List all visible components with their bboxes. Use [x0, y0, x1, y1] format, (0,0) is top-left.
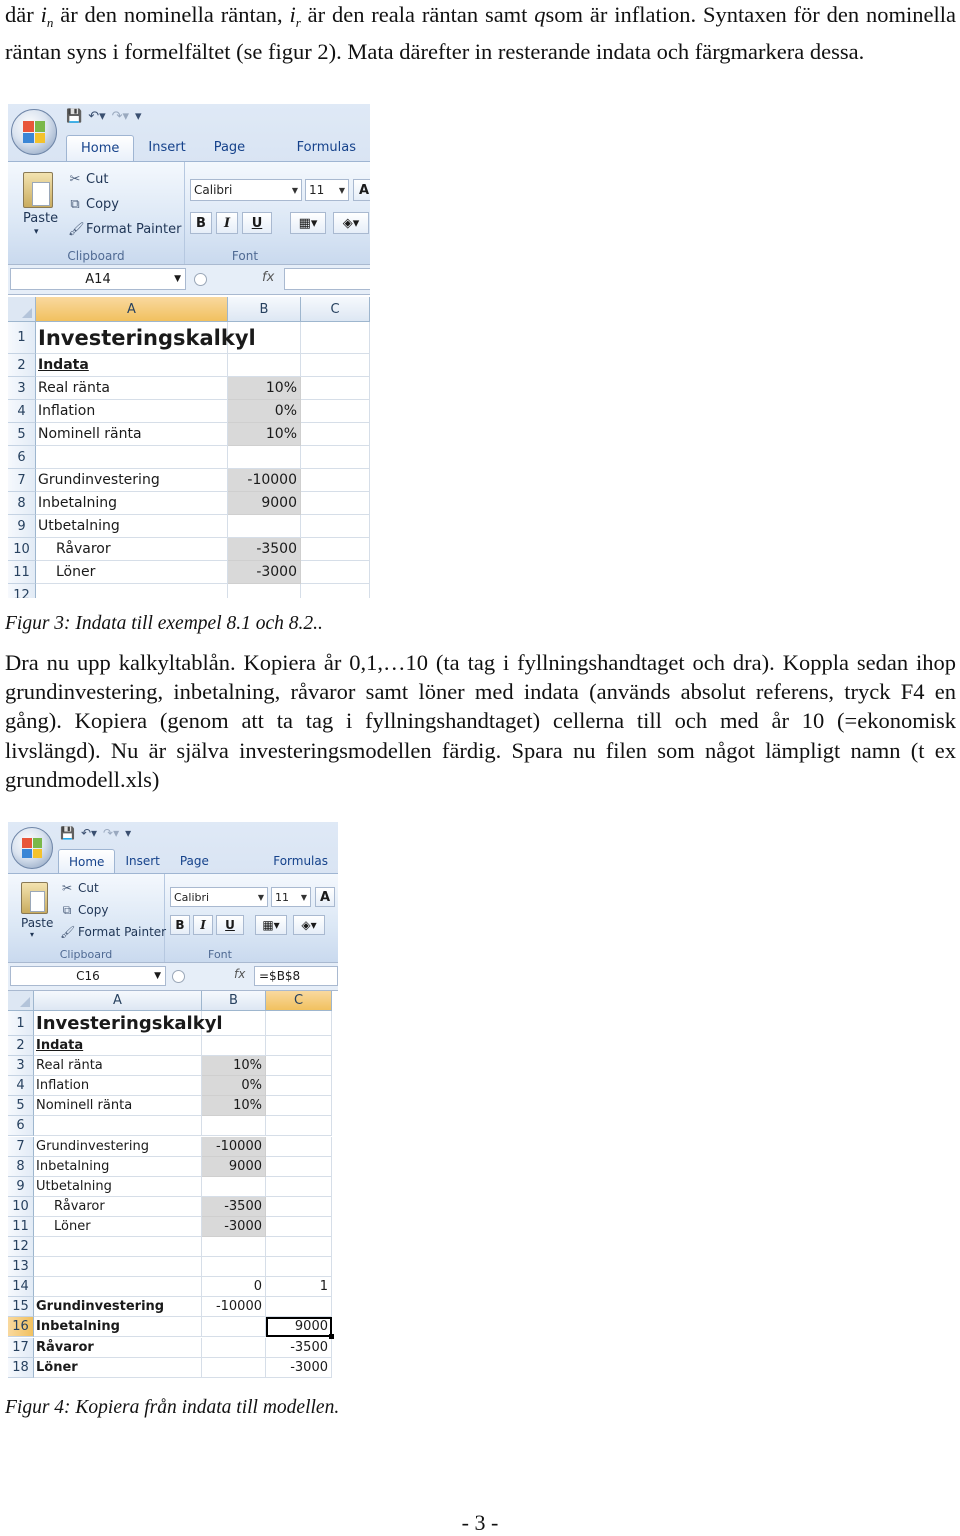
cell-a13[interactable] — [34, 1257, 202, 1277]
save-icon[interactable]: 💾 — [66, 109, 83, 124]
cell-b9[interactable] — [228, 515, 301, 538]
cell-c4[interactable] — [266, 1076, 332, 1096]
redo-icon[interactable]: ↷▾ — [111, 109, 130, 124]
row-header[interactable]: 3 — [8, 1056, 34, 1076]
row-header[interactable]: 7 — [8, 1137, 34, 1157]
cell-text: Inbetalning — [36, 1319, 120, 1335]
cell-b12[interactable] — [228, 584, 301, 598]
copy-button[interactable]: ⧉ Copy — [68, 197, 119, 212]
font-group-label: Font — [231, 249, 259, 263]
cell-c10[interactable] — [301, 538, 370, 561]
sheet-row — [8, 1237, 338, 1257]
cell-c16[interactable]: 9000 — [266, 1317, 332, 1337]
cell-a4[interactable] — [36, 400, 228, 423]
row-header[interactable]: 14 — [8, 1277, 34, 1297]
sheet-row — [8, 1096, 338, 1116]
worksheet-grid — [8, 991, 338, 1382]
ribbon — [8, 873, 338, 963]
row-header[interactable]: 3 — [8, 377, 36, 400]
column-header-c[interactable]: C — [266, 991, 332, 1011]
row-header[interactable]: 12 — [8, 584, 36, 598]
intro-text: som är inflation. Syntaxen för den nominella räntan syns i formelfältet (se figur 2). Mata därefter in resterande indata och färgmarkera dessa. — [5, 2, 956, 65]
sheet-row — [8, 1338, 338, 1358]
cell-text: Inbetalning — [38, 495, 117, 511]
cell-c18[interactable]: -3000 — [266, 1358, 332, 1378]
office-button-icon[interactable] — [11, 109, 57, 155]
underline-button[interactable]: U — [242, 212, 272, 234]
name-box[interactable]: C16 ▼ — [10, 966, 166, 986]
brush-icon: 🖌 — [60, 925, 76, 939]
cell-c12[interactable] — [266, 1237, 332, 1257]
paste-icon[interactable] — [21, 882, 48, 914]
font-size-select[interactable]: 11 ▼ — [305, 179, 349, 201]
font-size-select[interactable]: 11 ▼ — [271, 887, 311, 907]
intro-text: där — [5, 2, 34, 27]
cell-b11[interactable]: -3000 — [228, 561, 301, 584]
cell-b3[interactable]: 10% — [202, 1056, 266, 1076]
cell-b7[interactable]: -10000 — [202, 1137, 266, 1157]
bold-button[interactable]: B — [190, 212, 212, 234]
cell-a12[interactable] — [36, 584, 228, 598]
cell-c2[interactable] — [266, 1036, 332, 1056]
paste-button[interactable]: Paste — [23, 211, 59, 226]
brush-icon: 🖌 — [68, 222, 85, 237]
cell-a3[interactable] — [36, 377, 228, 400]
borders-icon[interactable]: ▦▾ — [290, 212, 326, 234]
column-header-c[interactable]: C — [301, 297, 370, 322]
sheet-row — [8, 1076, 338, 1096]
sheet-row — [8, 1036, 338, 1056]
select-all-corner[interactable] — [8, 991, 34, 1011]
cell-b13[interactable] — [202, 1257, 266, 1277]
sheet-row — [8, 469, 370, 492]
format-painter-button[interactable]: 🖌Format Painter — [68, 222, 182, 237]
cell-a6[interactable] — [34, 1116, 202, 1136]
row-header[interactable]: 9 — [8, 1177, 34, 1197]
italic-button[interactable]: I — [193, 915, 213, 935]
cell-a2[interactable] — [34, 1036, 202, 1056]
formula-bar — [8, 264, 370, 295]
row-header[interactable]: 5 — [8, 423, 36, 446]
row-header[interactable]: 11 — [8, 561, 36, 584]
excel-screenshot-fig4 — [8, 822, 338, 1382]
paste-icon[interactable] — [23, 172, 53, 208]
column-header-a[interactable]: A — [36, 297, 228, 322]
sheet-row — [8, 1277, 338, 1297]
insert-function-button[interactable]: fx — [262, 270, 275, 285]
clipboard-group-label: Clipboard — [59, 948, 113, 961]
paste-dropdown-icon[interactable]: ▾ — [30, 930, 35, 939]
cell-text: Indata — [36, 1038, 84, 1054]
tab-home[interactable]: Home — [66, 135, 134, 161]
row-header[interactable]: 6 — [8, 446, 36, 469]
font-name-select[interactable]: Calibri ▼ — [190, 179, 302, 201]
cell-text: Investeringskalkyl — [36, 1012, 223, 1034]
cell-text: Inflation — [36, 1078, 90, 1094]
sheet-row — [8, 1317, 338, 1337]
tab-formulas[interactable]: Formulas — [296, 140, 356, 155]
sheet-row — [8, 377, 370, 400]
column-header-a[interactable]: A — [34, 991, 202, 1011]
tab-page-layout[interactable]: Page — [179, 854, 209, 868]
intro-paragraph — [5, 0, 956, 66]
sheet-row — [8, 400, 370, 423]
cell-a7[interactable] — [36, 469, 228, 492]
cell-a9[interactable] — [34, 1177, 202, 1197]
scissors-icon: ✂ — [61, 881, 73, 895]
row-header[interactable]: 6 — [8, 1116, 34, 1136]
cell-c3[interactable] — [301, 377, 370, 400]
font-group — [165, 874, 338, 963]
cell-text: Råvaror — [56, 541, 111, 557]
row-header[interactable]: 1 — [8, 1011, 34, 1036]
cell-text: Löner — [54, 1218, 91, 1234]
office-button-icon[interactable] — [11, 827, 53, 869]
cell-b17[interactable] — [202, 1338, 266, 1358]
cell-c4[interactable] — [301, 400, 370, 423]
cell-b6[interactable] — [228, 446, 301, 469]
cell-b4[interactable]: 0% — [202, 1076, 266, 1096]
chevron-down-icon: ▼ — [291, 185, 298, 195]
tab-insert[interactable]: Insert — [148, 140, 186, 155]
undo-icon[interactable]: ↶▾ — [80, 826, 98, 840]
cell-c7[interactable] — [266, 1137, 332, 1157]
cell-b18[interactable] — [202, 1358, 266, 1378]
cell-b8[interactable]: 9000 — [228, 492, 301, 515]
sheet-row — [8, 1116, 338, 1136]
cell-a4[interactable] — [34, 1076, 202, 1096]
cell-b14[interactable]: 0 — [202, 1277, 266, 1297]
sheet-row — [8, 1056, 338, 1076]
sheet-row — [8, 561, 370, 584]
quick-access-toolbar — [60, 826, 131, 840]
cell-a12[interactable] — [34, 1237, 202, 1257]
row-header[interactable]: 9 — [8, 515, 36, 538]
undo-icon[interactable]: ↶▾ — [88, 109, 106, 124]
cell-text: Inflation — [38, 403, 96, 419]
row-header[interactable]: 1 — [8, 322, 36, 354]
tab-insert[interactable]: Insert — [125, 854, 160, 868]
cell-a5[interactable] — [36, 423, 228, 446]
intro-text: är den nominella räntan, — [60, 2, 283, 27]
excel-header — [8, 104, 370, 264]
cell-a10[interactable] — [36, 538, 228, 561]
bold-button[interactable]: B — [170, 915, 190, 935]
inflation-symbol: q — [534, 2, 546, 27]
cell-text: Inbetalning — [36, 1158, 110, 1174]
formula-bar — [8, 962, 338, 991]
page-number: - 3 - — [461, 1510, 499, 1535]
cell-b2[interactable] — [202, 1036, 266, 1056]
figure-4-caption: Figur 4: Kopiera från indata till modellen. — [5, 1397, 340, 1418]
cell-text: Real ränta — [36, 1058, 103, 1074]
column-header-b[interactable]: B — [228, 297, 301, 322]
row-header[interactable]: 10 — [8, 538, 36, 561]
cell-c8[interactable] — [266, 1157, 332, 1177]
cell-b9[interactable] — [202, 1177, 266, 1197]
cell-c13[interactable] — [266, 1257, 332, 1277]
cell-b5[interactable]: 10% — [202, 1096, 266, 1116]
instruction-paragraph: Dra nu upp kalkyltablån. Kopiera år 0,1,…10 (ta tag i fyllningshandtaget och dra). Koppla sedan ihop grundinvestering, inbetalning, råvaror samt löner med indata (används absolut referens, tryck F4 en gång). Kopiera (genom att ta tag i fyllningshandtaget) cellerna till och med år 10 (=ekonomisk livslängd). Nu är själva investeringsmodellen färdig. Spara nu filen som något lämpligt namn (t ex grundmodell.xls) — [5, 650, 956, 792]
row-header[interactable]: 2 — [8, 354, 36, 377]
copy-icon: ⧉ — [70, 197, 80, 212]
cell-text: Råvaror — [54, 1198, 105, 1214]
cell-text: Löner — [56, 564, 96, 580]
sheet-row — [8, 1157, 338, 1177]
row-header[interactable]: 13 — [8, 1257, 34, 1277]
sheet-row — [8, 1137, 338, 1157]
intro-text: är den reala räntan samt — [307, 2, 528, 27]
cell-a9[interactable] — [36, 515, 228, 538]
cell-a2[interactable] — [36, 354, 228, 377]
row-header[interactable]: 7 — [8, 469, 36, 492]
scissors-icon: ✂ — [69, 172, 81, 187]
cell-text: Nominell ränta — [36, 1098, 133, 1114]
cut-button[interactable]: ✂ Cut — [61, 881, 99, 895]
cell-a18[interactable] — [34, 1358, 202, 1378]
row-header[interactable]: 15 — [8, 1297, 34, 1317]
cell-text: Löner — [36, 1359, 78, 1375]
cell-a3[interactable] — [34, 1056, 202, 1076]
ribbon-tabs — [58, 849, 338, 873]
italic-button[interactable]: I — [216, 212, 238, 234]
cell-text: Råvaror — [36, 1339, 94, 1355]
tab-home[interactable]: Home — [58, 849, 115, 873]
worksheet-grid — [8, 297, 370, 598]
grow-font-button[interactable]: A — [353, 179, 370, 201]
paste-button[interactable]: Paste — [21, 916, 54, 930]
row-header[interactable]: 17 — [8, 1338, 34, 1358]
grow-font-button[interactable]: A — [315, 887, 335, 907]
cell-c11[interactable] — [266, 1217, 332, 1237]
row-header[interactable]: 4 — [8, 1076, 34, 1096]
ribbon-tabs — [66, 135, 370, 161]
cell-c11[interactable] — [301, 561, 370, 584]
row-header[interactable]: 4 — [8, 400, 36, 423]
cell-c1[interactable] — [266, 1011, 332, 1036]
cell-a15[interactable] — [34, 1297, 202, 1317]
font-name-select[interactable]: Calibri ▼ — [170, 887, 268, 907]
real-rate-symbol: $i_r$ — [289, 2, 301, 30]
font-group-label: Font — [208, 948, 232, 961]
cell-a5[interactable] — [34, 1096, 202, 1116]
customize-qat-icon[interactable]: ▾ — [125, 826, 132, 840]
chevron-down-icon: ▼ — [338, 185, 345, 195]
insert-function-button[interactable]: fx — [234, 967, 246, 981]
clipboard-group — [8, 162, 185, 265]
cell-text: Nominell ränta — [38, 426, 142, 442]
cut-button[interactable]: ✂ Cut — [69, 172, 109, 187]
cell-b8[interactable]: 9000 — [202, 1157, 266, 1177]
cell-text: Indata — [38, 357, 89, 373]
cell-a11[interactable] — [34, 1217, 202, 1237]
nominal-rate-symbol: $i_n$ — [40, 2, 54, 30]
copy-icon: ⧉ — [62, 903, 72, 917]
cell-c14[interactable]: 1 — [266, 1277, 332, 1297]
row-header[interactable]: 10 — [8, 1197, 34, 1217]
excel-header — [8, 822, 338, 962]
clipboard-group-label: Clipboard — [67, 249, 125, 263]
cell-b7[interactable]: -10000 — [228, 469, 301, 492]
cell-text: Utbetalning — [36, 1178, 112, 1194]
format-painter-button[interactable]: 🖌 Format Painter — [60, 925, 167, 939]
clipboard-group — [8, 874, 165, 963]
cell-text: Grundinvestering — [38, 472, 160, 488]
cell-a14[interactable] — [34, 1277, 202, 1297]
copy-button[interactable]: ⧉ Copy — [60, 903, 108, 918]
sheet-row — [8, 1011, 338, 1036]
fill-color-icon[interactable]: ◈▾ — [293, 915, 325, 935]
sheet-row — [8, 423, 370, 446]
cell-c9[interactable] — [266, 1177, 332, 1197]
cell-b12[interactable] — [202, 1237, 266, 1257]
sheet-row — [8, 584, 370, 598]
sheet-row — [8, 515, 370, 538]
sheet-row — [8, 1197, 338, 1217]
customize-qat-icon[interactable]: ▾ — [135, 109, 142, 124]
cell-a7[interactable] — [34, 1137, 202, 1157]
cell-b1[interactable] — [228, 322, 301, 354]
cell-b10[interactable]: -3500 — [228, 538, 301, 561]
cell-b3[interactable]: 10% — [228, 377, 301, 400]
row-header[interactable]: 11 — [8, 1217, 34, 1237]
sheet-row — [8, 1257, 338, 1277]
cell-b16[interactable] — [202, 1317, 266, 1337]
cell-b10[interactable]: -3500 — [202, 1197, 266, 1217]
cell-b11[interactable]: -3000 — [202, 1217, 266, 1237]
formula-bar-handle-icon[interactable] — [194, 273, 207, 286]
cell-c2[interactable] — [301, 354, 370, 377]
font-group — [185, 162, 370, 265]
borders-icon[interactable]: ▦▾ — [255, 915, 287, 935]
cell-text: Real ränta — [38, 380, 110, 396]
chevron-down-icon: ▼ — [257, 892, 264, 902]
ribbon — [8, 161, 370, 265]
cell-c12[interactable] — [301, 584, 370, 598]
cell-c1[interactable] — [301, 322, 370, 354]
cell-b2[interactable] — [228, 354, 301, 377]
cell-c5[interactable] — [266, 1096, 332, 1116]
chevron-down-icon: ▼ — [174, 274, 181, 284]
tab-page-layout[interactable]: Page — [213, 140, 246, 155]
cell-a10[interactable] — [34, 1197, 202, 1217]
cell-a6[interactable] — [36, 446, 228, 469]
cell-c17[interactable]: -3500 — [266, 1338, 332, 1358]
cell-a8[interactable] — [36, 492, 228, 515]
cell-a8[interactable] — [34, 1157, 202, 1177]
sheet-row — [8, 322, 370, 354]
redo-icon[interactable]: ↷▾ — [103, 826, 120, 840]
cell-a11[interactable] — [36, 561, 228, 584]
cell-c6[interactable] — [301, 446, 370, 469]
cell-a16[interactable] — [34, 1317, 202, 1337]
sheet-row — [8, 354, 370, 377]
sheet-row — [8, 492, 370, 515]
paste-dropdown-icon[interactable]: ▾ — [34, 227, 39, 237]
cell-c5[interactable] — [301, 423, 370, 446]
cell-text: Grundinvestering — [36, 1138, 150, 1154]
row-header[interactable]: 12 — [8, 1237, 34, 1257]
fill-color-icon[interactable]: ◈▾ — [333, 212, 369, 234]
cell-text: Investeringskalkyl — [38, 325, 256, 350]
cell-b15[interactable]: -10000 — [202, 1297, 266, 1317]
sheet-row — [8, 1177, 338, 1197]
column-header-b[interactable]: B — [202, 991, 266, 1011]
cell-b4[interactable]: 0% — [228, 400, 301, 423]
cell-a1[interactable] — [36, 322, 256, 354]
excel-screenshot-fig3 — [8, 104, 370, 598]
row-header[interactable]: 16 — [8, 1317, 34, 1337]
formula-bar-handle-icon[interactable] — [172, 970, 185, 983]
cell-a1[interactable] — [34, 1011, 223, 1036]
select-all-corner[interactable] — [8, 297, 36, 322]
sheet-row — [8, 1297, 338, 1317]
chevron-down-icon: ▼ — [154, 971, 161, 981]
sheet-row — [8, 538, 370, 561]
cell-a17[interactable] — [34, 1338, 202, 1358]
cell-b5[interactable]: 10% — [228, 423, 301, 446]
cell-c8[interactable] — [301, 492, 370, 515]
formula-input[interactable]: =$B$8 — [254, 966, 338, 986]
cell-b6[interactable] — [202, 1116, 266, 1136]
cell-b1[interactable] — [202, 1011, 266, 1036]
cell-c15[interactable] — [266, 1297, 332, 1317]
cell-c10[interactable] — [266, 1197, 332, 1217]
chevron-down-icon: ▼ — [300, 892, 307, 902]
row-header[interactable]: 8 — [8, 492, 36, 515]
quick-access-toolbar — [66, 109, 142, 124]
sheet-row — [8, 1358, 338, 1378]
save-icon[interactable]: 💾 — [60, 826, 75, 840]
cell-c7[interactable] — [301, 469, 370, 492]
formula-input[interactable] — [284, 268, 370, 290]
sheet-row — [8, 1217, 338, 1237]
cell-c9[interactable] — [301, 515, 370, 538]
underline-button[interactable]: U — [216, 915, 244, 935]
tab-formulas[interactable]: Formulas — [273, 854, 328, 868]
cell-text: Utbetalning — [38, 518, 120, 534]
cell-c3[interactable] — [266, 1056, 332, 1076]
row-header[interactable]: 5 — [8, 1096, 34, 1116]
row-header[interactable]: 2 — [8, 1036, 34, 1056]
cell-c6[interactable] — [266, 1116, 332, 1136]
cell-text: Grundinvestering — [36, 1299, 165, 1315]
row-header[interactable]: 8 — [8, 1157, 34, 1177]
sheet-row — [8, 446, 370, 469]
figure-3-caption: Figur 3: Indata till exempel 8.1 och 8.2.. — [5, 613, 323, 634]
row-header[interactable]: 18 — [8, 1358, 34, 1378]
name-box[interactable]: A14 ▼ — [10, 268, 186, 290]
